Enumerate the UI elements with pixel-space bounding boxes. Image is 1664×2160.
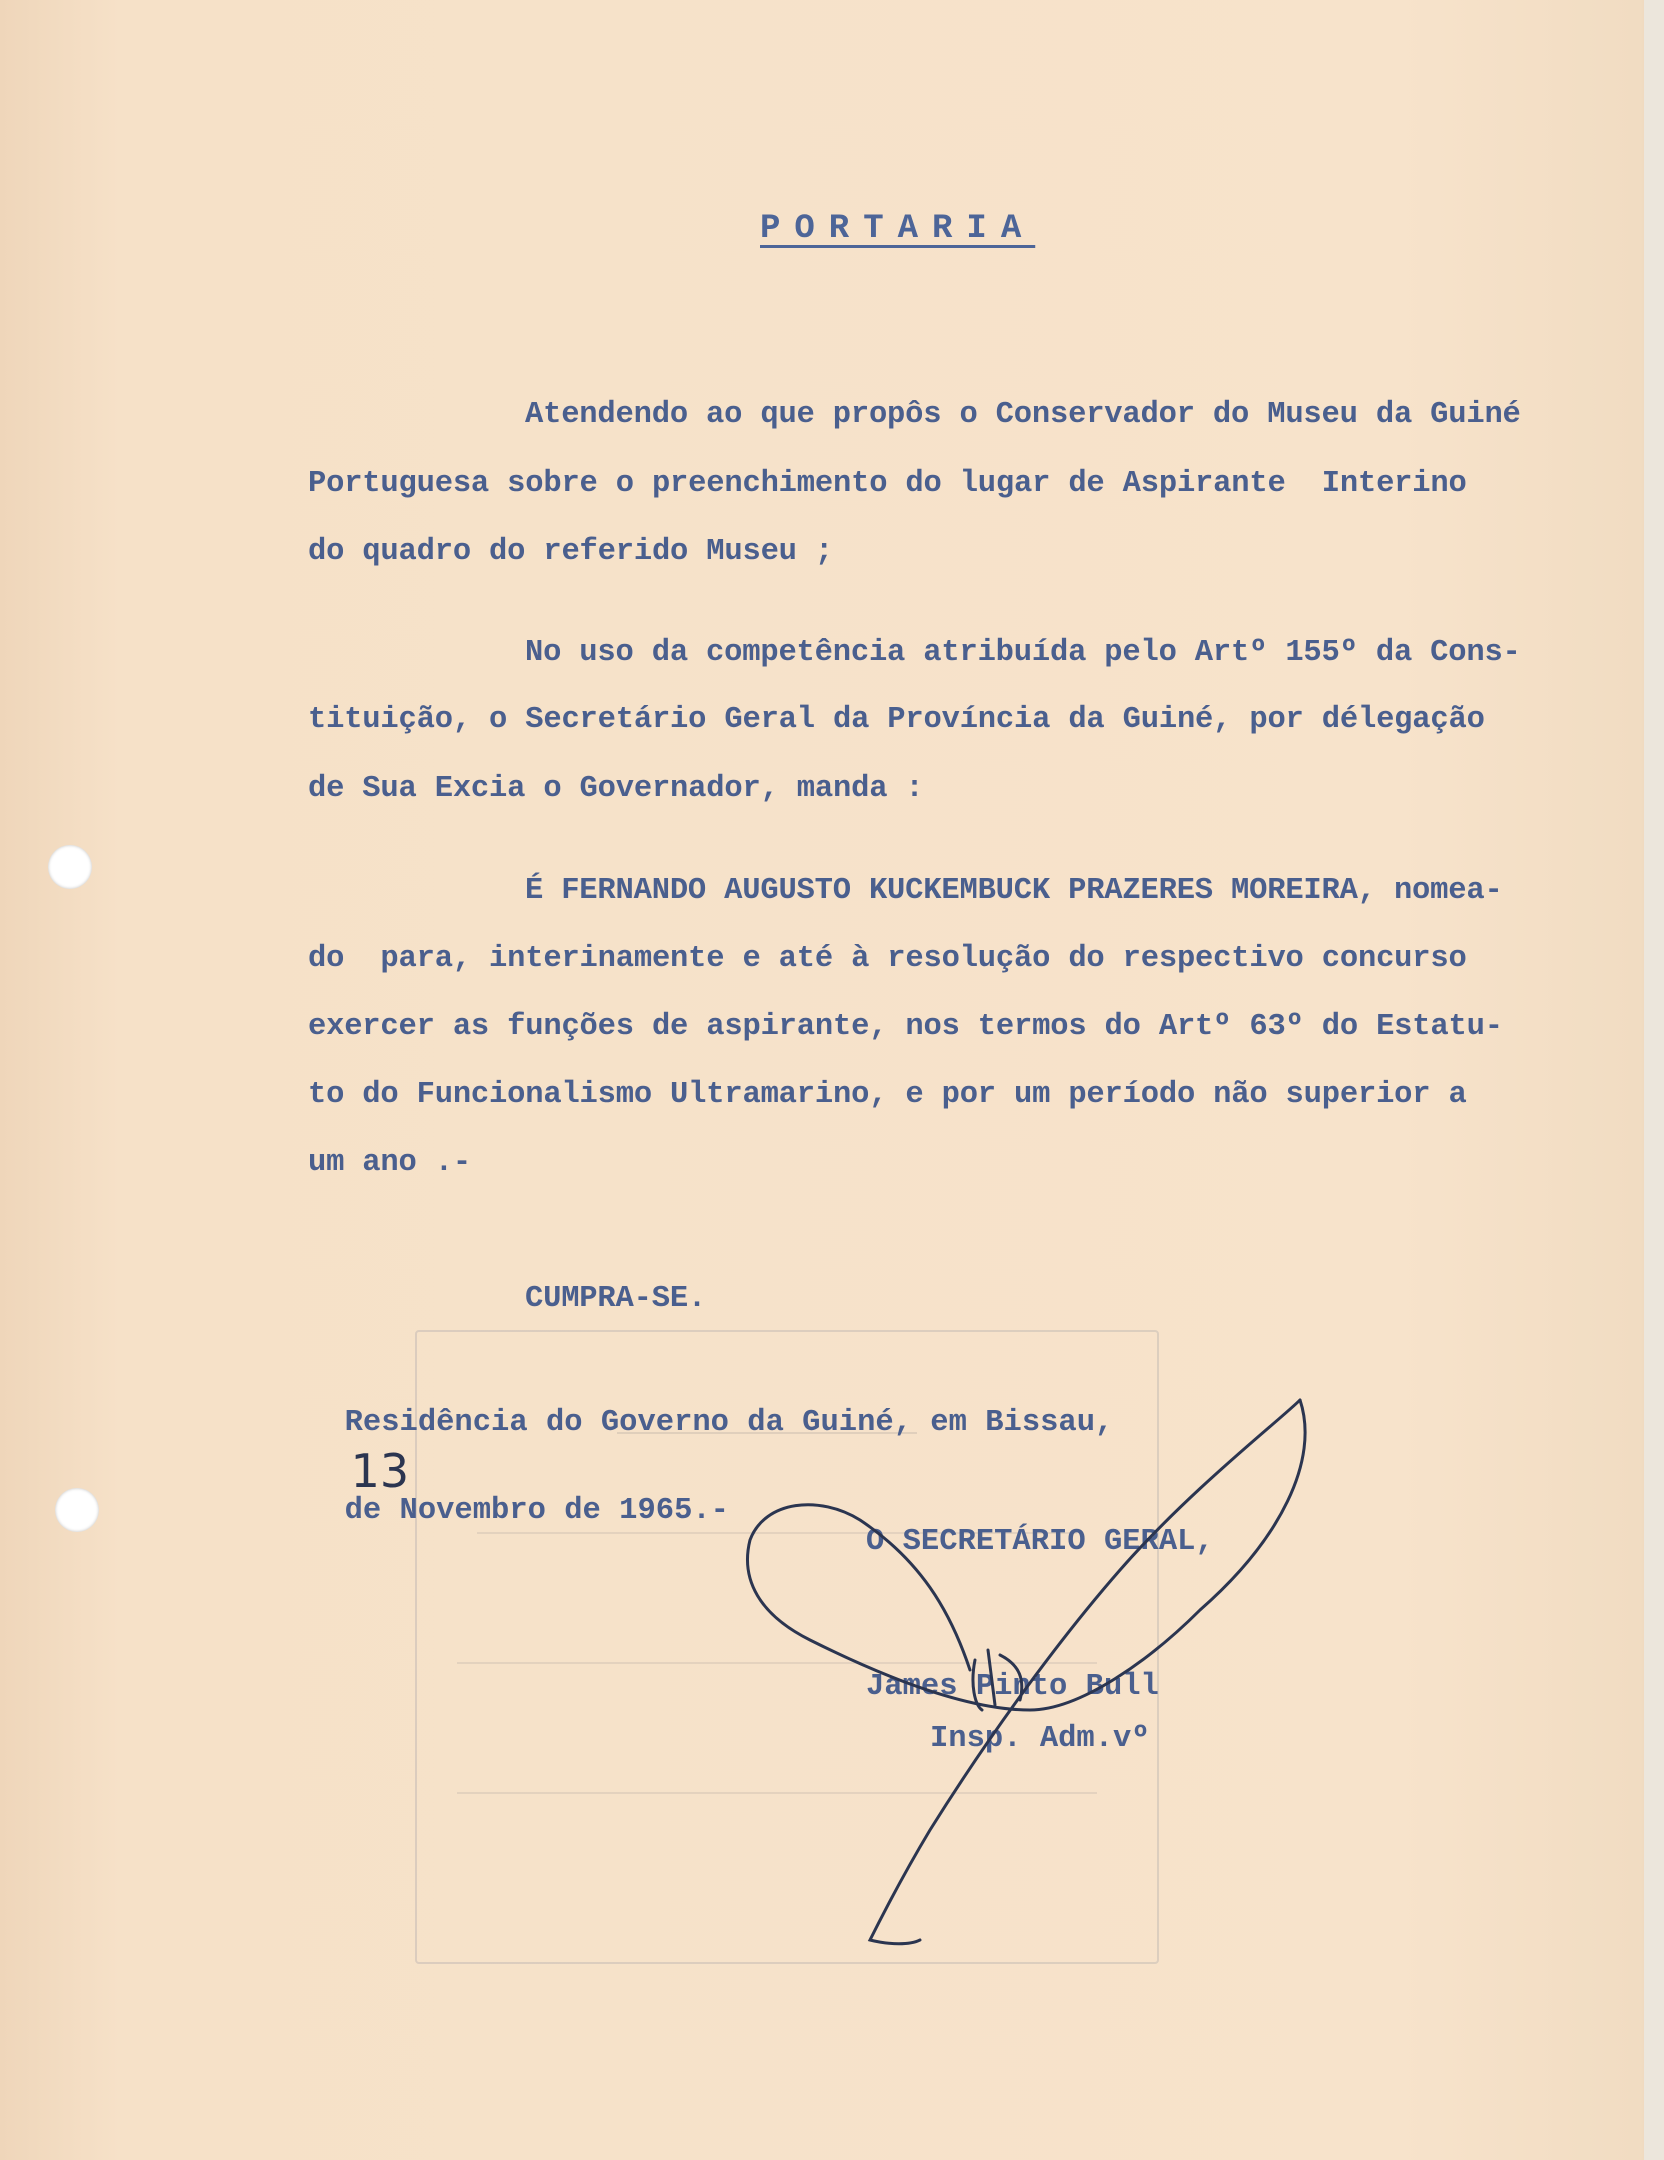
signatory-office: O SECRETÁRIO GERAL,: [866, 1525, 1214, 1559]
paragraph2-line: tituição, o Secretário Geral da Província da Guiné, por délegação: [308, 703, 1485, 737]
document-title: PORTARIA: [760, 210, 1036, 248]
signatory-name: James Pinto Bull: [866, 1670, 1159, 1704]
paragraph3-line: um ano .-: [308, 1146, 471, 1180]
paragraph2-line: No uso da competência atribuída pelo Artº 155º da Cons-: [525, 636, 1521, 670]
paragraph2-line: de Sua Excia o Governador, manda :: [308, 772, 924, 806]
paragraph3-line: to do Funcionalismo Ultramarino, e por um período não superior a: [308, 1078, 1467, 1112]
paragraph1-line: do quadro do referido Museu ;: [308, 535, 833, 569]
paragraph3-line: exercer as funções de aspirante, nos termos do Artº 63º do Estatu-: [308, 1010, 1503, 1044]
closing-text: CUMPRA-SE.: [525, 1282, 707, 1316]
date-suffix: de Novembro de 1965.-: [344, 1494, 729, 1528]
paragraph3-line: do para, interinamente e até à resolução do respectivo concurso: [308, 942, 1467, 976]
punch-hole-bottom: [55, 1488, 99, 1532]
handwritten-signature: [720, 1380, 1320, 1960]
handwritten-day: 13: [350, 1444, 410, 1498]
signatory-rank: Insp. Adm.vº: [930, 1722, 1150, 1756]
punch-hole-top: [48, 845, 92, 889]
paragraph1-line: Portuguesa sobre o preenchimento do lugar de Aspirante Interino: [308, 467, 1467, 501]
paragraph3-line: É FERNANDO AUGUSTO KUCKEMBUCK PRAZERES MOREIRA, nomea-: [525, 874, 1503, 908]
paragraph1-line: Atendendo ao que propôs o Conservador do Museu da Guiné: [525, 398, 1521, 432]
paper-edge: [1644, 0, 1664, 2160]
date-prefix: Residência do Governo da Guiné, em Bissau,: [344, 1406, 1114, 1440]
